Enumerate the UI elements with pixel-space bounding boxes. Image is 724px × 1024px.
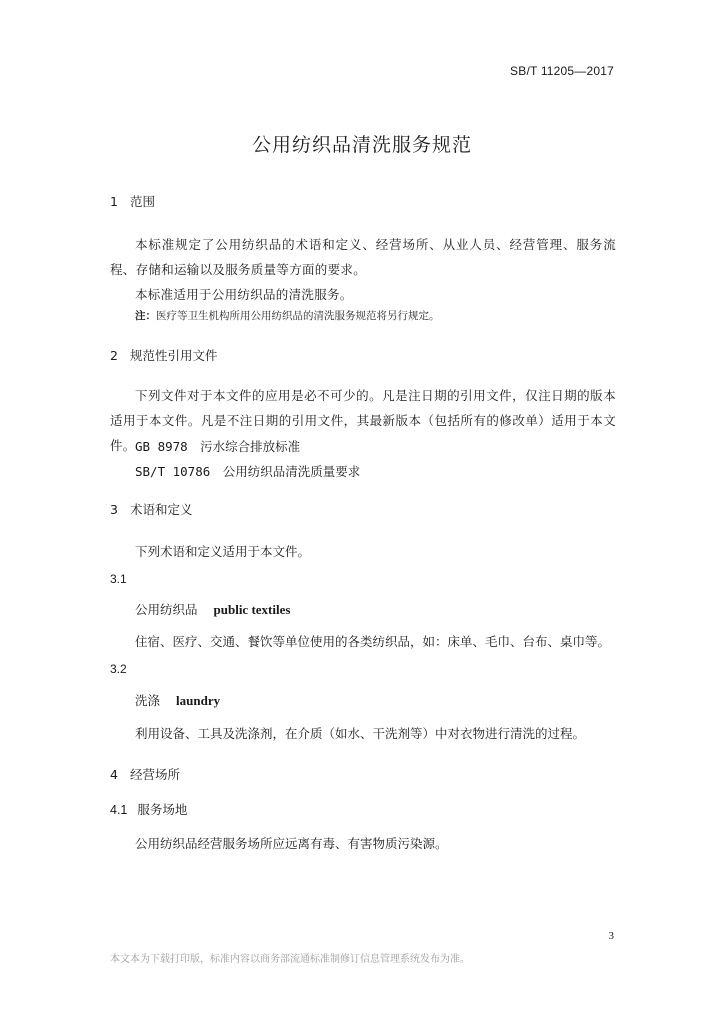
section-title: 术语和定义 <box>129 502 193 517</box>
reference-gb-8978: GB 8978 污水综合排放标准 <box>135 439 301 454</box>
reference-sbt-10786: SB/T 10786 公用纺织品清洗质量要求 <box>135 464 361 479</box>
term-zh: 洗涤 <box>135 693 161 708</box>
clause-3-2-number: 3.2 <box>110 662 127 676</box>
term-en: laundry <box>176 693 221 708</box>
section-number: 2 <box>110 348 118 363</box>
section-title: 经营场所 <box>129 767 180 782</box>
section-number: 1 <box>110 194 118 209</box>
subsection-4-1-heading <box>110 800 187 818</box>
term-3-1-definition: 住宿、医疗、交通、餐饮等单位使用的各类纺织品，如：床单、毛巾、台布、桌巾等。 <box>135 634 611 649</box>
section-3-intro: 下列术语和定义适用于本文件。 <box>135 544 311 559</box>
note-text: 医疗等卫生机构所用公用纺织品的清洗服务规范将另行规定。 <box>156 310 440 322</box>
section-3-heading <box>110 500 192 518</box>
section-number: 4 <box>110 767 118 782</box>
footer-disclaimer: 本文本为下载打印版，标准内容以商务部流通标准制修订信息管理系统发布为准。 <box>110 954 470 965</box>
document-title: 公用纺织品清洗服务规范 <box>251 134 472 156</box>
section-2-heading <box>110 346 217 364</box>
term-3-2 <box>135 691 220 709</box>
subsection-4-1-paragraph: 公用纺织品经营服务场所应远离有毒、有害物质污染源。 <box>135 836 448 851</box>
section-number: 3 <box>110 502 118 517</box>
section-1-note <box>135 308 440 323</box>
clause-3-1-number: 3.1 <box>110 572 127 586</box>
standard-code: SB/T 11205—2017 <box>510 64 614 78</box>
term-3-1 <box>135 600 290 618</box>
note-label: 注： <box>135 310 156 322</box>
subsection-title: 服务场地 <box>137 802 188 817</box>
section-title: 规范性引用文件 <box>129 348 218 363</box>
subsection-number: 4.1 <box>110 803 128 817</box>
term-zh: 公用纺织品 <box>135 602 198 617</box>
section-title: 范围 <box>129 194 155 209</box>
section-2-paragraph-1: 下列文件对于本文件的应用是必不可少的。凡是注日期的引用文件，仅注日期的版本适用于本文件。凡是不注日期的引用文件，其最新版本（包括所有的修改单）适用于本文件。 <box>110 388 616 453</box>
term-en: public textiles <box>213 602 291 617</box>
section-1-heading <box>110 192 155 210</box>
section-1-paragraph-2: 本标准适用于公用纺织品的清洗服务。 <box>135 287 353 302</box>
section-4-heading <box>110 765 180 783</box>
section-1-paragraph-1: 本标准规定了公用纺织品的术语和定义、经营场所、从业人员、经营管理、服务流程、存储和运输以及服务质量等方面的要求。 <box>110 237 616 277</box>
term-3-2-definition: 利用设备、工具及洗涤剂，在介质（如水、干洗剂等）中对衣物进行清洗的过程。 <box>135 726 586 741</box>
page-number: 3 <box>608 930 614 942</box>
